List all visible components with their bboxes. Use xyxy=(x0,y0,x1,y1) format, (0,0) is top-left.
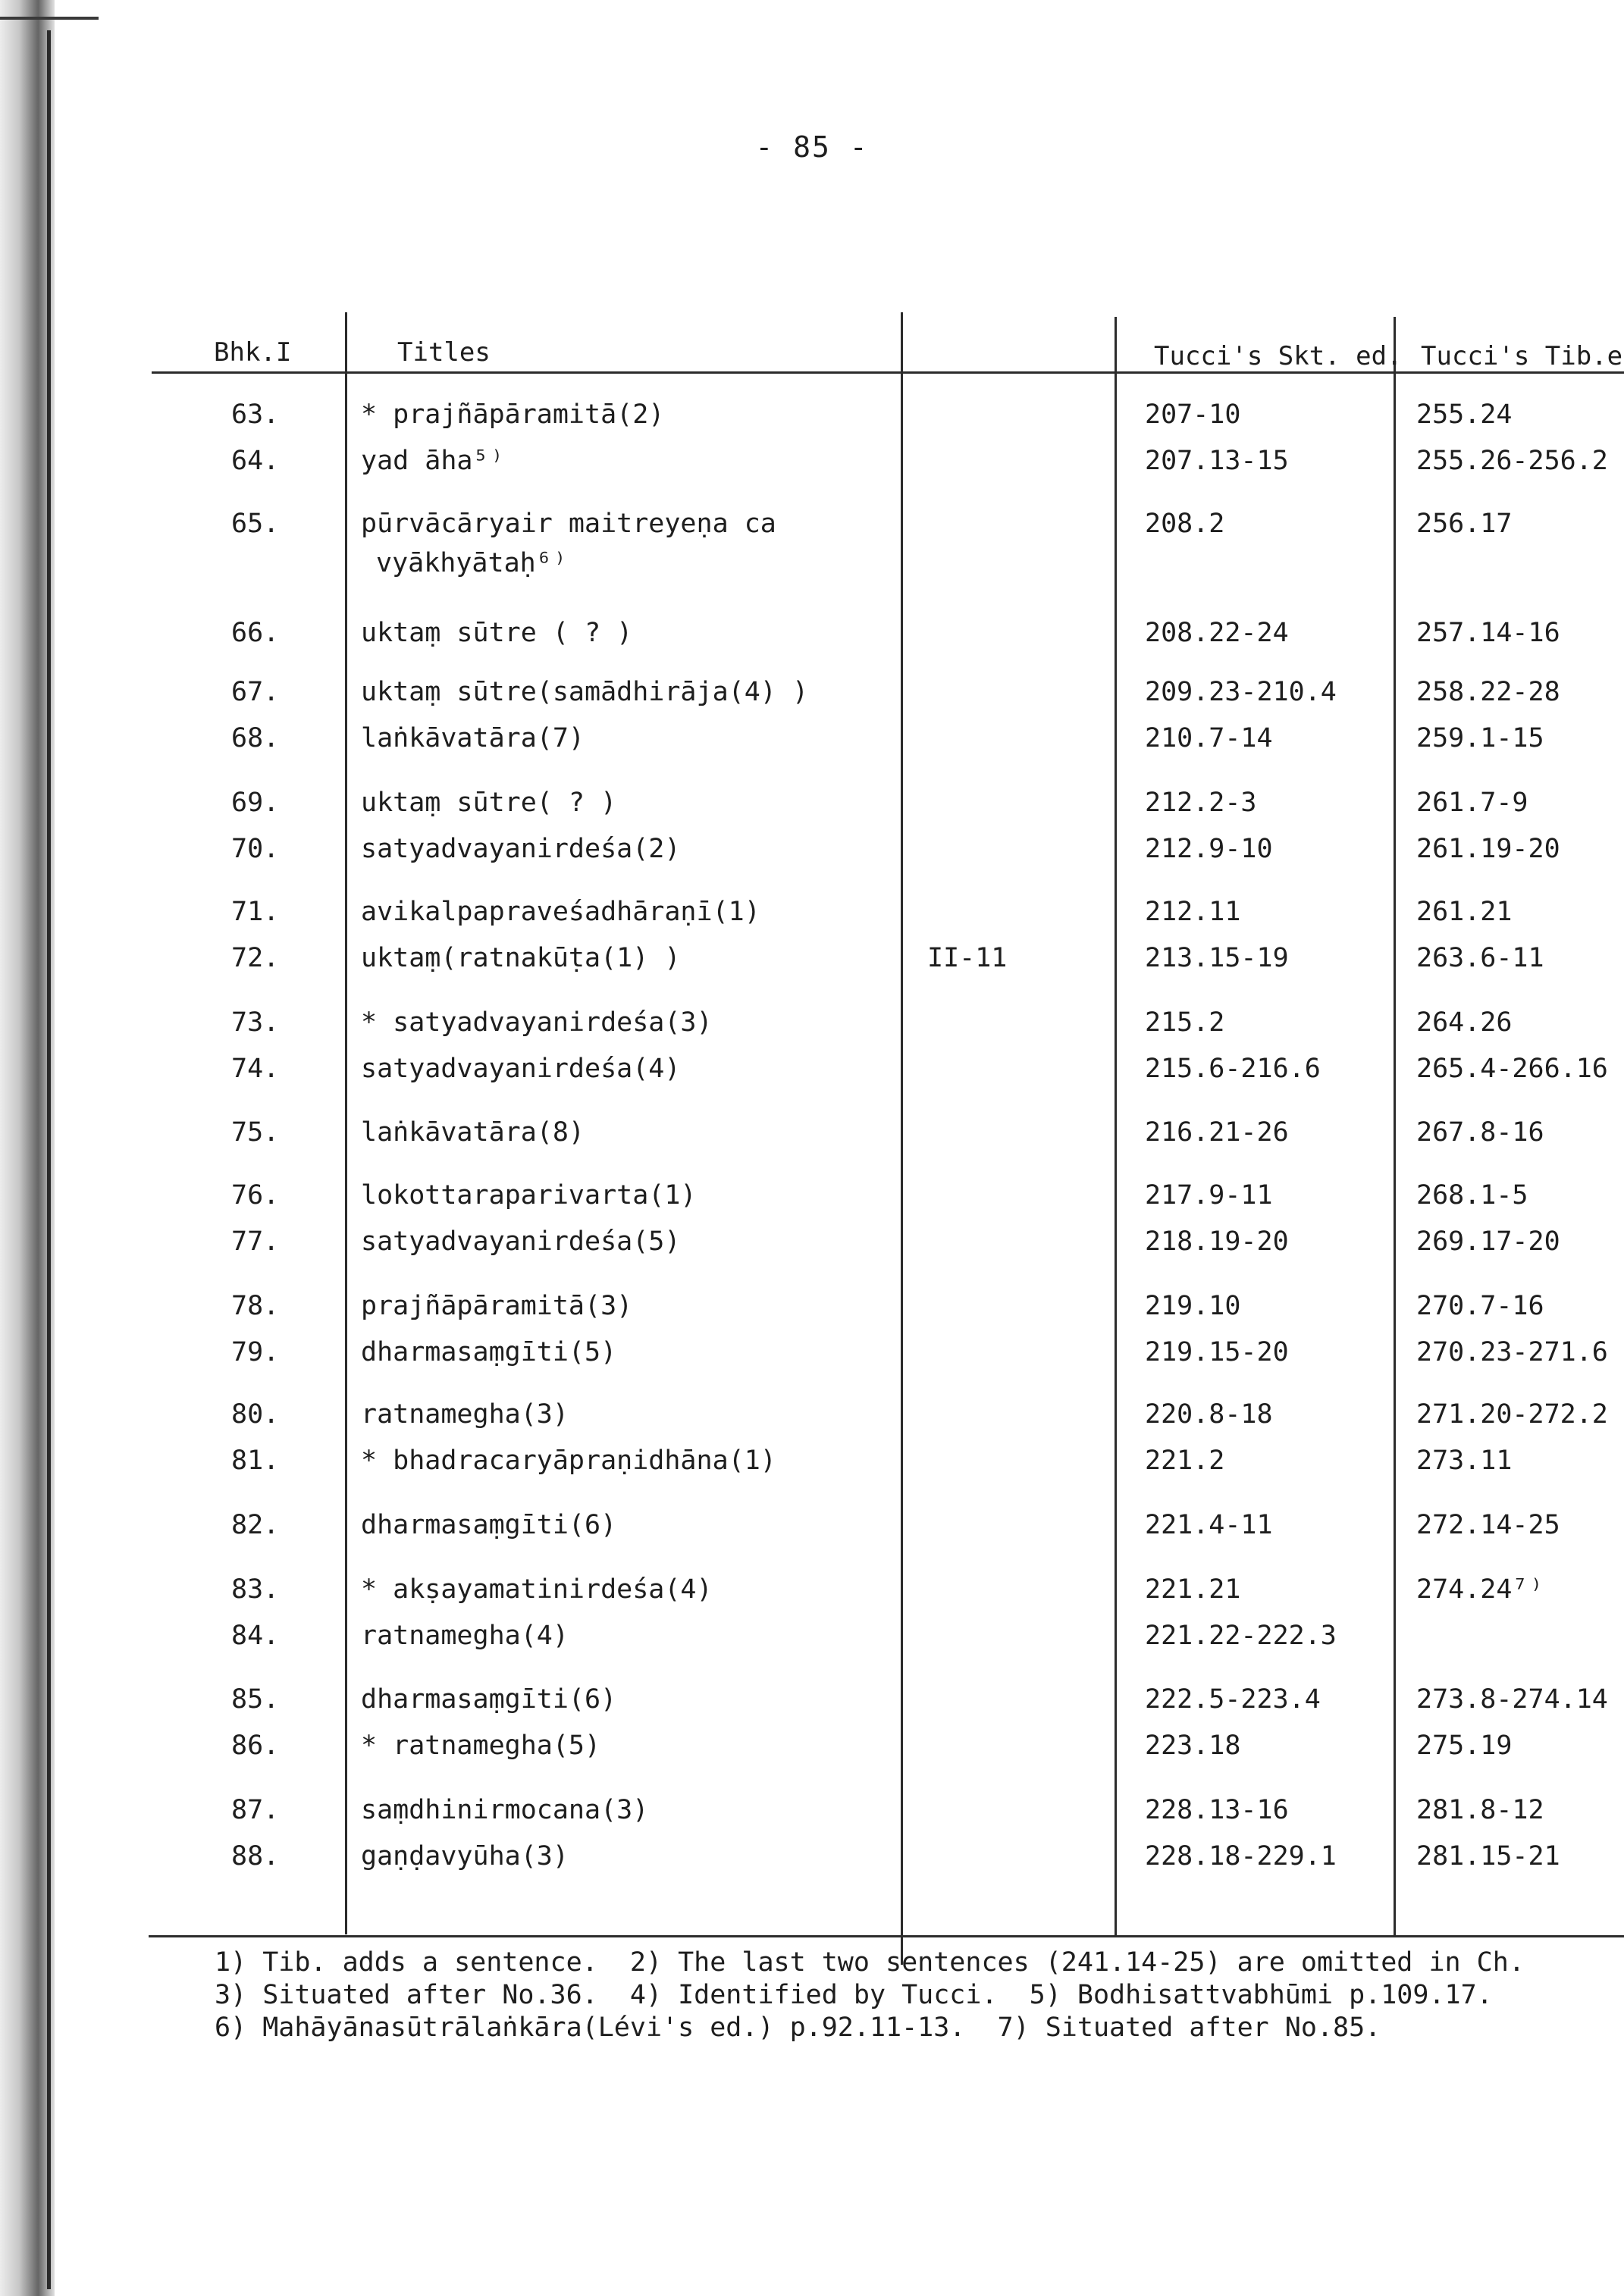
row-title: uktaṃ(ratnakūṭa(1) ) xyxy=(361,943,681,973)
binding-line xyxy=(47,30,51,2289)
row-number: 70. xyxy=(231,834,280,864)
row-number: 67. xyxy=(231,677,280,707)
row-skt: 210.7-14 xyxy=(1145,723,1273,753)
row-skt: 208.2 xyxy=(1145,509,1225,539)
row-number: 68. xyxy=(231,723,280,753)
header-tib: Tucci's Tib.e xyxy=(1421,341,1623,371)
row-skt: 218.19-20 xyxy=(1145,1226,1289,1257)
row-skt: 216.21-26 xyxy=(1145,1117,1289,1148)
row-skt: 228.13-16 xyxy=(1145,1795,1289,1825)
footnotes xyxy=(215,1947,1525,2044)
row-number: 78. xyxy=(231,1291,280,1321)
row-tib: 265.4-266.16 xyxy=(1416,1054,1608,1084)
row-title: gaṇḍavyūha(3) xyxy=(361,1841,569,1872)
row-title: uktaṃ sūtre ( ? ) xyxy=(361,618,633,648)
row-tib: 274.24⁷⁾ xyxy=(1416,1574,1544,1605)
row-skt: 212.9-10 xyxy=(1145,834,1273,864)
row-title: laṅkāvatāra(8) xyxy=(361,1117,585,1148)
row-number: 84. xyxy=(231,1621,280,1651)
row-skt: 213.15-19 xyxy=(1145,943,1289,973)
row-skt: 217.9-11 xyxy=(1145,1180,1273,1211)
row-tib: 267.8-16 xyxy=(1416,1117,1544,1148)
row-number: 64. xyxy=(231,446,280,476)
column-rule-2 xyxy=(901,312,903,1965)
row-tib: 273.11 xyxy=(1416,1446,1513,1476)
row-skt: 215.6-216.6 xyxy=(1145,1054,1321,1084)
row-skt: 223.18 xyxy=(1145,1731,1241,1761)
footnote-line: 3) Situated after No.36. 4) Identified by Tucci. 5) Bodhisattvabhūmi p.109.17. xyxy=(215,1980,1493,2010)
row-title: * satyadvayanirdeśa(3) xyxy=(361,1007,713,1038)
footnote-line: 1) Tib. adds a sentence. 2) The last two sentences (241.14-25) are omitted in Ch. xyxy=(215,1947,1525,1978)
row-tib: 271.20-272.2 xyxy=(1416,1399,1608,1430)
row-ch: II-11 xyxy=(927,943,1008,973)
row-title: ratnamegha(3) xyxy=(361,1399,569,1430)
row-number: 85. xyxy=(231,1684,280,1715)
header-skt: Tucci's Skt. ed. xyxy=(1154,341,1403,371)
row-number: 87. xyxy=(231,1795,280,1825)
row-title: pūrvācāryair maitreyeṇa ca xyxy=(361,509,776,539)
row-skt: 222.5-223.4 xyxy=(1145,1684,1321,1715)
row-title: * prajñāpāramitā(2) xyxy=(361,399,665,430)
row-tib: 261.19-20 xyxy=(1416,834,1560,864)
row-number: 73. xyxy=(231,1007,280,1038)
binding-top-mark xyxy=(0,17,99,20)
row-skt: 207-10 xyxy=(1145,399,1241,430)
row-title: prajñāpāramitā(3) xyxy=(361,1291,633,1321)
row-title: dharmasaṃgīti(5) xyxy=(361,1337,617,1367)
row-number: 81. xyxy=(231,1446,280,1476)
row-number: 83. xyxy=(231,1574,280,1605)
row-skt: 208.22-24 xyxy=(1145,618,1289,648)
row-number: 63. xyxy=(231,399,280,430)
row-tib: 272.14-25 xyxy=(1416,1510,1560,1540)
row-tib: 256.17 xyxy=(1416,509,1513,539)
row-skt: 219.15-20 xyxy=(1145,1337,1289,1367)
row-title: ratnamegha(4) xyxy=(361,1621,569,1651)
row-number: 72. xyxy=(231,943,280,973)
row-title: * bhadracaryāpraṇidhāna(1) xyxy=(361,1446,776,1476)
row-title: uktaṃ sūtre(samādhirāja(4) ) xyxy=(361,677,809,707)
row-tib: 264.26 xyxy=(1416,1007,1513,1038)
row-tib: 261.7-9 xyxy=(1416,788,1528,818)
column-rule-3 xyxy=(1115,317,1117,1935)
footer-rule xyxy=(149,1935,1624,1937)
row-title: satyadvayanirdeśa(4) xyxy=(361,1054,681,1084)
row-number: 71. xyxy=(231,897,280,927)
row-tib: 259.1-15 xyxy=(1416,723,1544,753)
row-title: laṅkāvatāra(7) xyxy=(361,723,585,753)
row-tib: 255.24 xyxy=(1416,399,1513,430)
footnote-line: 6) Mahāyānasūtrālaṅkāra(Lévi's ed.) p.92.11-13. 7) Situated after No.85. xyxy=(215,2013,1381,2043)
row-tib: 281.8-12 xyxy=(1416,1795,1544,1825)
row-tib: 258.22-28 xyxy=(1416,677,1560,707)
row-tib: 257.14-16 xyxy=(1416,618,1560,648)
row-number: 75. xyxy=(231,1117,280,1148)
row-skt: 215.2 xyxy=(1145,1007,1225,1038)
row-skt: 228.18-229.1 xyxy=(1145,1841,1337,1872)
row-tib: 263.6-11 xyxy=(1416,943,1544,973)
column-rule-4 xyxy=(1394,317,1396,1935)
row-number: 79. xyxy=(231,1337,280,1367)
row-tib: 275.19 xyxy=(1416,1731,1513,1761)
page-number: - 85 - xyxy=(755,130,869,164)
row-number: 66. xyxy=(231,618,280,648)
row-number: 82. xyxy=(231,1510,280,1540)
row-title: * akṣayamatinirdeśa(4) xyxy=(361,1574,713,1605)
row-number: 86. xyxy=(231,1731,280,1761)
row-tib: 270.23-271.6 xyxy=(1416,1337,1608,1367)
row-skt: 220.8-18 xyxy=(1145,1399,1273,1430)
row-number: 74. xyxy=(231,1054,280,1084)
row-number: 80. xyxy=(231,1399,280,1430)
row-title: uktaṃ sūtre( ? ) xyxy=(361,788,617,818)
row-number: 88. xyxy=(231,1841,280,1872)
row-number: 65. xyxy=(231,509,280,539)
row-skt: 207.13-15 xyxy=(1145,446,1289,476)
row-title: lokottaraparivarta(1) xyxy=(361,1180,697,1211)
row-skt: 221.22-222.3 xyxy=(1145,1621,1337,1651)
row-tib: 269.17-20 xyxy=(1416,1226,1560,1257)
row-skt: 219.10 xyxy=(1145,1291,1241,1321)
row-skt: 209.23-210.4 xyxy=(1145,677,1337,707)
row-title: dharmasaṃgīti(6) xyxy=(361,1510,617,1540)
row-title: yad āha⁵⁾ xyxy=(361,446,505,476)
row-tib: 281.15-21 xyxy=(1416,1841,1560,1872)
header-titles: Titles xyxy=(397,337,491,368)
header-bhk: Bhk.I xyxy=(214,337,292,368)
column-rule-1 xyxy=(345,312,347,1934)
row-tib: 273.8-274.14 xyxy=(1416,1684,1608,1715)
row-number: 77. xyxy=(231,1226,280,1257)
header-rule xyxy=(152,371,1624,374)
row-skt: 221.4-11 xyxy=(1145,1510,1273,1540)
row-skt: 212.11 xyxy=(1145,897,1241,927)
row-title: dharmasaṃgīti(6) xyxy=(361,1684,617,1715)
row-tib: 261.21 xyxy=(1416,897,1513,927)
row-title: satyadvayanirdeśa(5) xyxy=(361,1226,681,1257)
row-number: 69. xyxy=(231,788,280,818)
row-skt: 212.2-3 xyxy=(1145,788,1257,818)
row-title-continued: vyākhyātaḥ⁶⁾ xyxy=(376,548,568,578)
row-title: saṃdhinirmocana(3) xyxy=(361,1795,649,1825)
row-number: 76. xyxy=(231,1180,280,1211)
row-tib: 270.7-16 xyxy=(1416,1291,1544,1321)
row-tib: 268.1-5 xyxy=(1416,1180,1528,1211)
row-title: * ratnamegha(5) xyxy=(361,1731,601,1761)
row-title: satyadvayanirdeśa(2) xyxy=(361,834,681,864)
row-tib: 255.26-256.2 xyxy=(1416,446,1608,476)
row-title: avikalpapraveśadhāraṇī(1) xyxy=(361,897,760,927)
row-skt: 221.21 xyxy=(1145,1574,1241,1605)
row-skt: 221.2 xyxy=(1145,1446,1225,1476)
